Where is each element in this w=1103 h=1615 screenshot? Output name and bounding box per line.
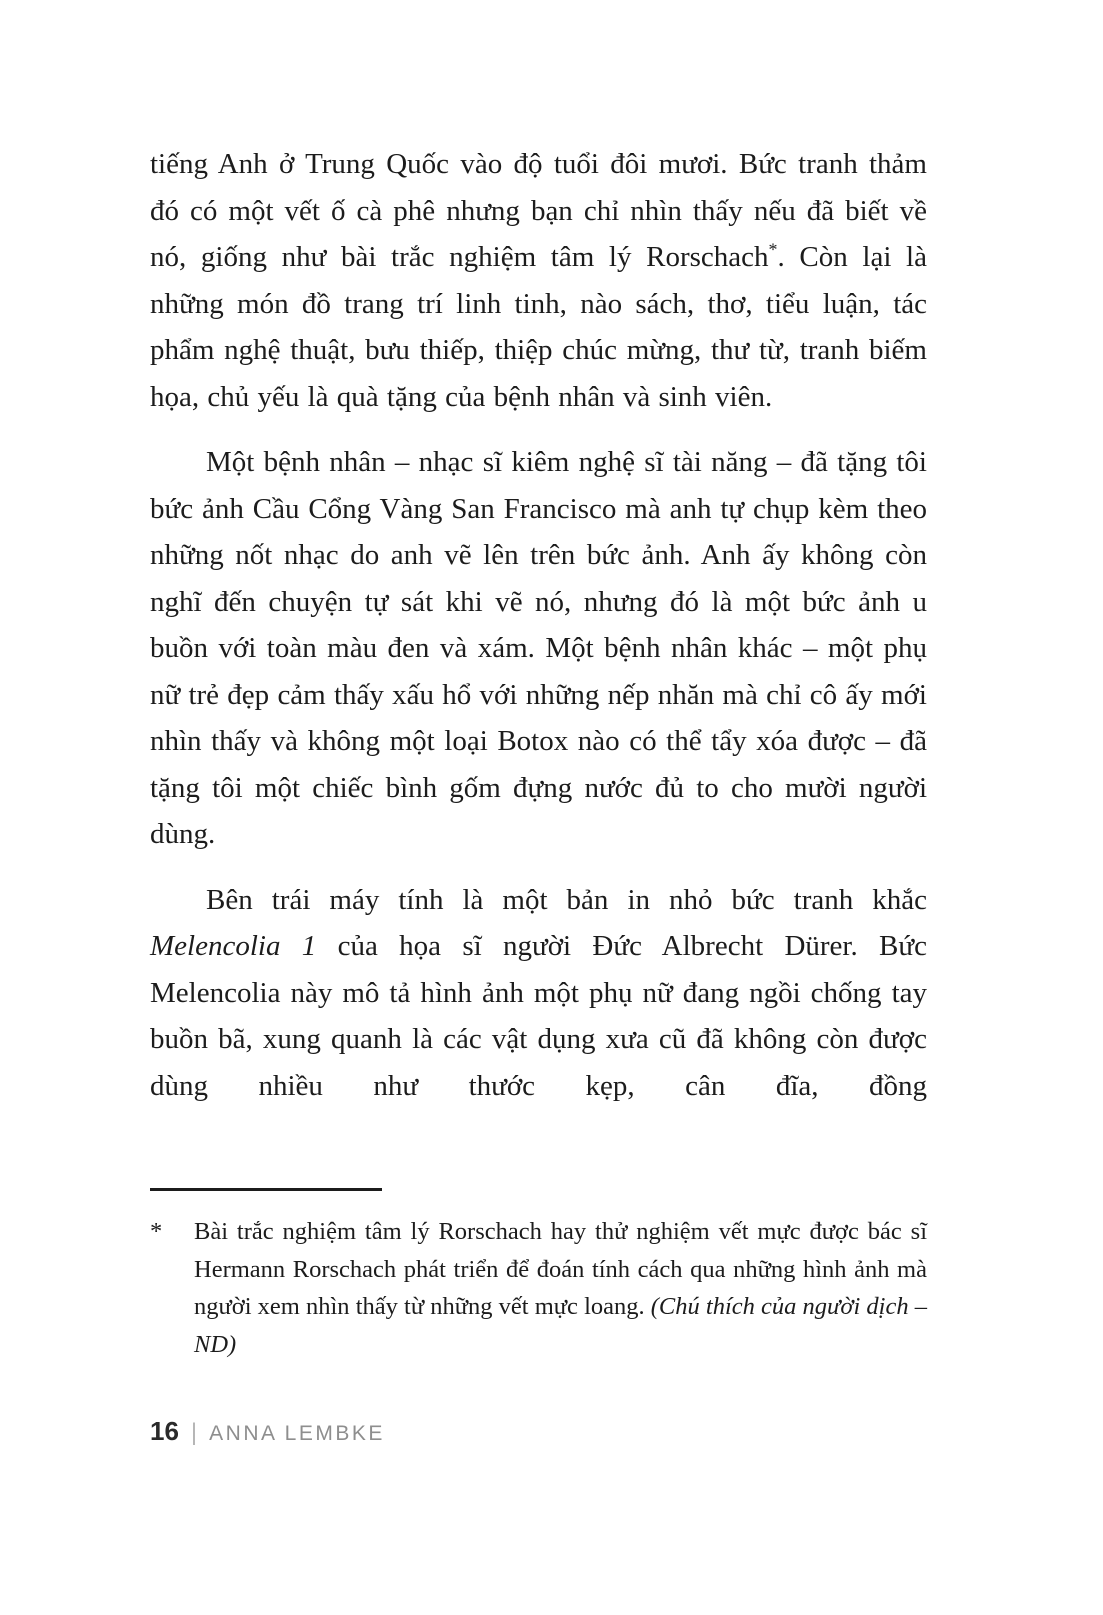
page-number: 16 [150, 1416, 179, 1446]
author-name: ANNA LEMBKE [209, 1422, 385, 1445]
footnote-reference-asterisk: * [768, 239, 778, 260]
footnote-section [150, 1188, 927, 1363]
paragraph-2-text: Một bệnh nhân – nhạc sĩ kiêm nghệ sĩ tài năng – đã tặng tôi bức ảnh Cầu Cổng Vàng San Francisco mà anh tự chụp kèm theo những nốt nhạc do anh vẽ lên trên bức ảnh. Anh ấy không còn nghĩ đến chuyện tự sát khi vẽ nó, nhưng đó là một bức ảnh u buồn với toàn màu đen và xám. Một bệnh nhân khác – một phụ nữ trẻ đẹp cảm thấy xấu hổ với những nếp nhăn mà chỉ cô ấy mới nhìn thấy và không một loại Botox nào có thể tẩy xóa được – đã tặng tôi một chiếc bình gốm đựng nước đủ to cho mười người dùng. [150, 446, 927, 850]
footnote [150, 1213, 927, 1363]
paragraph-1-text: tiếng Anh ở Trung Quốc vào độ tuổi đôi mươi. Bức tranh thảm đó có một vết ố cà phê nhưng bạn chỉ nhìn thấy nếu đã biết về nó, giống như bài trắc nghiệm tâm lý Rorschach [150, 148, 927, 273]
body-text [150, 141, 927, 1109]
paragraph-3-text-continued: của họa sĩ người Đức Albrecht Dürer. Bức Melencolia này mô tả hình ảnh một phụ nữ đang ngồi chống tay buồn bã, xung quanh là các vật dụng xưa cũ đã không còn được dùng nhiều như thước kẹp, cân đĩa, đồng [150, 930, 927, 1102]
footnote-separator-rule [150, 1188, 382, 1191]
page-footer [150, 1416, 385, 1447]
paragraph-1 [150, 141, 927, 420]
book-title-italic: Melencolia 1 [150, 930, 317, 962]
footer-divider: | [190, 1419, 198, 1446]
footnote-marker: * [150, 1218, 163, 1245]
paragraph-3 [150, 877, 927, 1110]
paragraph-2 [150, 439, 927, 858]
footnote-text: Bài trắc nghiệm tâm lý Rorschach hay thử nghiệm vết mực được bác sĩ Hermann Rorschach phát triển để đoán tính cách qua những hình ảnh mà người xem nhìn thấy từ những vết mực loang. [194, 1218, 927, 1320]
footnote-translator-note-italic: (Chú thích của người dịch – ND) [194, 1293, 927, 1358]
paragraph-3-text: Bên trái máy tính là một bản in nhỏ bức tranh khắc [206, 883, 927, 916]
paragraph-1-text-continued: . Còn lại là những món đồ trang trí linh tinh, nào sách, thơ, tiểu luận, tác phẩm nghệ thuật, bưu thiếp, thiệp chúc mừng, thư từ, tranh biếm họa, chủ yếu là quà tặng của bệnh nhân và sinh viên. [150, 241, 927, 413]
